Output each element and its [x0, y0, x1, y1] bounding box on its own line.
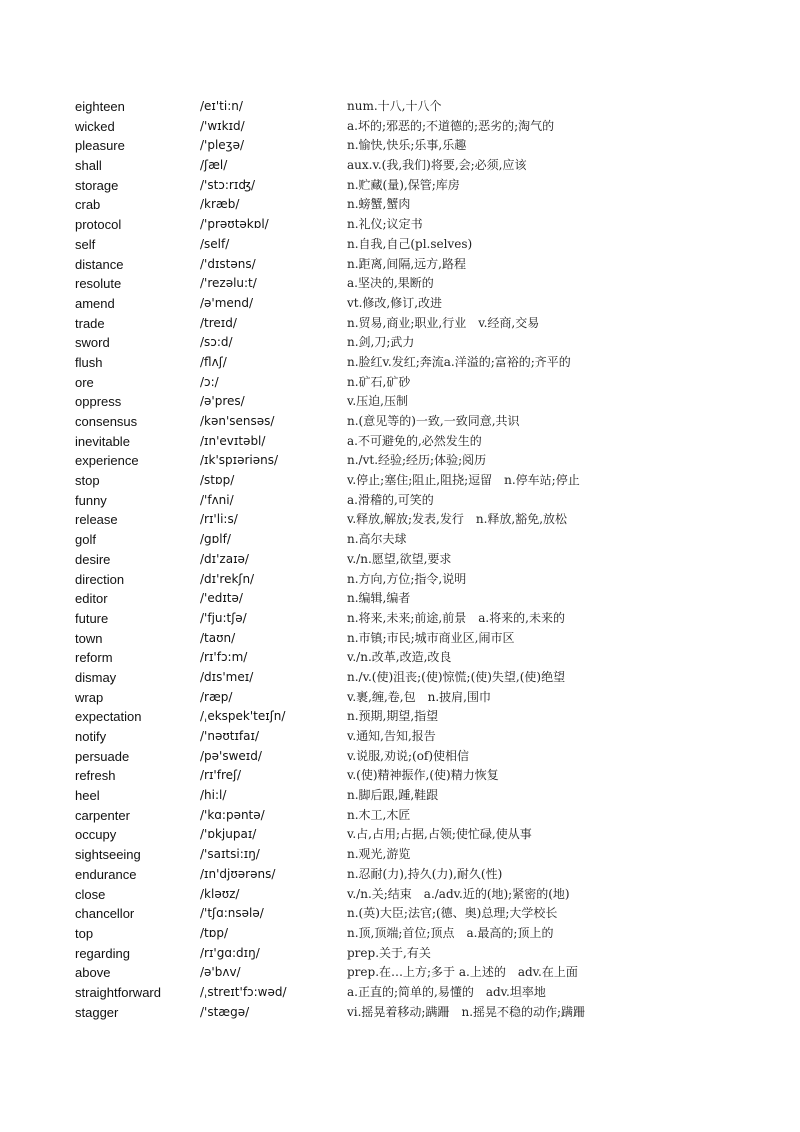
vocab-word: inevitable: [75, 433, 130, 449]
vocab-word: chancellor: [75, 906, 135, 922]
vocab-phonetic: /rɪ'fɔ:m/: [200, 650, 248, 665]
vocab-row: [75, 156, 775, 176]
vocab-word: wicked: [75, 118, 115, 134]
vocab-phonetic: /dɪ'rekʃn/: [200, 571, 255, 586]
vocab-word: distance: [75, 256, 124, 272]
vocab-phonetic: /stɒp/: [200, 473, 235, 488]
vocab-meaning: a.不可避免的,必然发生的: [347, 433, 482, 448]
vocab-meaning: n.方向,方位;指令,说明: [347, 571, 467, 586]
vocab-row: [75, 589, 775, 609]
vocab-row: [75, 392, 775, 412]
vocab-row: [75, 117, 775, 137]
vocab-phonetic: /ə'pres/: [200, 394, 245, 409]
vocab-meaning: n.编辑,编者: [347, 591, 411, 606]
vocab-phonetic: /dɪs'meɪ/: [200, 669, 254, 684]
vocab-word: carpenter: [75, 807, 130, 823]
vocab-meaning: a.正直的;简单的,易懂的 adv.坦率地: [347, 984, 546, 999]
vocab-word: trade: [75, 315, 105, 331]
vocab-row: [75, 629, 775, 649]
vocab-phonetic: /ɪn'evɪtəbl/: [200, 433, 266, 448]
vocab-word: crab: [75, 197, 101, 213]
vocab-phonetic: /sɔ:d/: [200, 335, 233, 350]
vocab-meaning: n./vt.经验;经历;体验;阅历: [347, 453, 487, 468]
vocab-row: [75, 570, 775, 590]
vocab-meaning: n.自我,自己(pl.selves): [347, 236, 473, 251]
vocab-phonetic: /eɪ'ti:n/: [200, 99, 243, 113]
vocab-phonetic: /ˌstreɪt'fɔ:wəd/: [200, 984, 287, 999]
vocab-word: reform: [75, 650, 113, 666]
vocab-meaning: num.十八,十八个: [347, 99, 442, 113]
vocab-word: ore: [75, 374, 94, 390]
vocab-meaning: n.市镇;市民;城市商业区,闹市区: [347, 630, 515, 645]
vocab-meaning: n.礼仪;议定书: [347, 217, 423, 232]
vocab-row: [75, 333, 775, 353]
vocab-row: [75, 766, 775, 786]
vocab-meaning: v.释放,解放;发表,发行 n.释放,豁免,放松: [347, 512, 568, 527]
vocab-meaning: v.停止;塞住;阻止,阻挠;逗留 n.停车站;停止: [347, 473, 580, 488]
vocab-row: [75, 314, 775, 334]
vocab-row: [75, 255, 775, 275]
vocab-row: [75, 491, 775, 511]
vocab-phonetic: /flʌʃ/: [200, 354, 227, 369]
vocab-word: regarding: [75, 945, 130, 961]
vocab-word: expectation: [75, 709, 142, 725]
vocab-meaning: vt.修改,修订,改进: [347, 295, 443, 310]
vocab-row: [75, 136, 775, 156]
vocab-meaning: n.观光,游览: [347, 847, 411, 862]
vocab-word: heel: [75, 788, 100, 804]
vocab-word: eighteen: [75, 99, 125, 114]
vocab-phonetic: /tɒp/: [200, 925, 229, 940]
vocab-meaning: v.通知,告知,报告: [347, 729, 436, 743]
vocab-word: dismay: [75, 669, 117, 685]
vocab-phonetic: /ˌekspek'teɪʃn/: [200, 709, 286, 724]
vocab-phonetic: /rɪ'freʃ/: [200, 768, 242, 783]
vocab-word: occupy: [75, 827, 117, 843]
vocab-row: [75, 688, 775, 708]
vocab-word: top: [75, 925, 94, 941]
vocab-row: [75, 294, 775, 314]
vocab-phonetic: /'prəʊtəkɒl/: [200, 217, 269, 232]
vocab-row: [75, 609, 775, 629]
vocab-row: [75, 924, 775, 944]
vocab-phonetic: /'fʌni/: [200, 492, 234, 507]
vocab-phonetic: /ɪk'spɪəriəns/: [200, 453, 279, 468]
vocab-phonetic: /hi:l/: [200, 788, 227, 803]
vocab-row: [75, 530, 775, 550]
vocab-phonetic: /rɪ'li:s/: [200, 512, 238, 527]
vocab-meaning: v.说服,劝说;(of)使相信: [347, 748, 470, 763]
vocab-phonetic: /'saɪtsi:ɪŋ/: [200, 847, 260, 862]
vocab-row: [75, 786, 775, 806]
vocab-row: [75, 963, 775, 983]
vocab-row: [75, 432, 775, 452]
vocab-row: [75, 215, 775, 235]
vocab-meaning: prep.在…上方;多于 a.上述的 adv.在上面: [347, 965, 578, 980]
vocab-row: [75, 274, 775, 294]
vocab-word: future: [75, 610, 109, 626]
vocab-row: [75, 727, 775, 747]
vocab-row: [75, 865, 775, 885]
vocab-meaning: v.占,占用;占据,占领;使忙碌,使从事: [347, 827, 532, 842]
vocab-meaning: n./v.(使)沮丧;(使)惊慌;(使)失望,(使)绝望: [347, 669, 566, 684]
vocab-word: endurance: [75, 866, 137, 882]
vocab-word: funny: [75, 492, 107, 508]
vocab-phonetic: /'edɪtə/: [200, 591, 243, 606]
vocab-word: stagger: [75, 1004, 119, 1020]
vocab-phonetic: /ə'bʌv/: [200, 965, 241, 980]
vocab-row: [75, 97, 775, 117]
vocab-meaning: n.矿石,矿砂: [347, 374, 411, 389]
vocab-phonetic: /ə'mend/: [200, 295, 254, 310]
vocab-phonetic: /kræb/: [200, 197, 240, 212]
vocab-meaning: n.木工,木匠: [347, 807, 411, 822]
vocab-meaning: n.距离,间隔,远方,路程: [347, 256, 466, 271]
vocab-row: [75, 195, 775, 215]
vocab-meaning: a.坚决的,果断的: [347, 276, 434, 291]
vocab-word: flush: [75, 354, 103, 370]
vocab-meaning: n.(英)大臣;法官;(德、奥)总理;大学校长: [347, 906, 558, 921]
vocab-word: desire: [75, 551, 111, 567]
vocab-phonetic: /gɒlf/: [200, 532, 231, 547]
vocab-phonetic: /taʊn/: [200, 630, 236, 645]
vocab-word: consensus: [75, 414, 138, 429]
vocab-meaning: v./n.改革,改造,改良: [347, 650, 452, 665]
vocab-word: straightforward: [75, 984, 161, 1000]
vocab-word: direction: [75, 571, 125, 587]
vocab-meaning: n.螃蟹,蟹肉: [347, 197, 411, 212]
vocab-word: amend: [75, 295, 115, 311]
vocab-meaning: n.(意见等的)一致,一致同意,共识: [347, 414, 520, 428]
vocab-phonetic: /kən'sensəs/: [200, 414, 275, 428]
vocab-meaning: prep.关于,有关: [347, 945, 431, 960]
vocab-meaning: v./n.愿望,欲望,要求: [347, 551, 452, 566]
vocab-meaning: n.贮藏(量),保管;库房: [347, 177, 460, 192]
vocab-meaning: v./n.关;结束 a./adv.近的(地);紧密的(地): [347, 886, 570, 901]
vocab-word: golf: [75, 532, 96, 548]
vocab-meaning: v.(使)精神振作,(使)精力恢复: [347, 768, 499, 783]
vocab-word: sightseeing: [75, 847, 141, 863]
vocab-phonetic: /'rezəlu:t/: [200, 276, 257, 291]
vocab-word: notify: [75, 729, 107, 744]
vocab-row: [75, 235, 775, 255]
vocab-phonetic: /pə'sweɪd/: [200, 748, 262, 763]
vocab-meaning: n.脚后跟,踵,鞋跟: [347, 788, 439, 803]
vocab-row: [75, 825, 775, 845]
vocab-phonetic: /'fju:tʃə/: [200, 610, 247, 625]
vocab-meaning: v.压迫,压制: [347, 394, 408, 409]
vocab-row: [75, 353, 775, 373]
vocab-phonetic: /'kɑ:pəntə/: [200, 807, 265, 822]
vocab-row: [75, 510, 775, 530]
vocab-meaning: n.高尔夫球: [347, 532, 407, 547]
vocab-row: [75, 885, 775, 905]
vocab-row: [75, 983, 775, 1003]
vocab-row: [75, 668, 775, 688]
vocab-meaning: v.裹,缠,卷,包 n.披肩,围巾: [347, 689, 491, 704]
vocabulary-list: [75, 97, 775, 1022]
vocab-row: [75, 944, 775, 964]
vocab-row: [75, 451, 775, 471]
vocab-word: protocol: [75, 217, 122, 233]
vocab-row: [75, 471, 775, 491]
vocab-word: pleasure: [75, 138, 125, 154]
vocab-meaning: n.愉快,快乐;乐事,乐趣: [347, 138, 467, 153]
vocab-phonetic: /'wɪkɪd/: [200, 118, 245, 133]
vocab-meaning: n.将来,未来;前途,前景 a.将来的,未来的: [347, 610, 565, 625]
vocab-phonetic: /ʃæl/: [200, 158, 228, 173]
vocab-row: [75, 707, 775, 727]
vocab-word: storage: [75, 177, 119, 193]
vocab-row: [75, 550, 775, 570]
vocab-word: resolute: [75, 276, 122, 292]
vocab-meaning: n.贸易,商业;职业,行业 v.经商,交易: [347, 315, 540, 330]
vocab-word: experience: [75, 453, 139, 469]
vocab-word: shall: [75, 158, 102, 174]
vocab-word: release: [75, 512, 118, 528]
vocab-word: oppress: [75, 394, 122, 410]
vocab-phonetic: /treɪd/: [200, 315, 237, 330]
vocab-word: persuade: [75, 748, 130, 764]
vocab-phonetic: /dɪ'zaɪə/: [200, 551, 249, 566]
vocab-word: close: [75, 886, 106, 902]
vocab-phonetic: /self/: [200, 236, 230, 251]
vocab-phonetic: /'dɪstəns/: [200, 256, 256, 271]
vocab-row: [75, 806, 775, 826]
vocab-phonetic: /kləʊz/: [200, 886, 240, 901]
vocab-phonetic: /'tʃɑ:nsələ/: [200, 906, 264, 921]
vocab-row: [75, 1003, 775, 1023]
vocab-word: above: [75, 965, 111, 981]
vocab-phonetic: /'nəʊtɪfaɪ/: [200, 729, 259, 743]
vocab-meaning: a.滑稽的,可笑的: [347, 492, 434, 507]
vocab-phonetic: /'stægə/: [200, 1004, 250, 1019]
vocab-row: [75, 373, 775, 393]
vocab-word: stop: [75, 473, 100, 489]
vocab-phonetic: /ræp/: [200, 689, 233, 704]
vocab-row: [75, 845, 775, 865]
vocab-row: [75, 747, 775, 767]
vocab-phonetic: /ɪn'djʊərəns/: [200, 866, 276, 881]
vocab-meaning: a.坏的;邪恶的;不道德的;恶劣的;淘气的: [347, 118, 555, 133]
vocab-meaning: n.预期,期望,指望: [347, 709, 439, 724]
vocab-word: sword: [75, 335, 110, 351]
vocab-row: [75, 648, 775, 668]
vocab-word: self: [75, 236, 96, 252]
vocab-row: [75, 412, 775, 432]
vocab-phonetic: /'ɒkjupaɪ/: [200, 827, 257, 842]
vocab-word: town: [75, 630, 103, 646]
vocab-word: editor: [75, 591, 108, 607]
vocab-row: [75, 176, 775, 196]
vocab-meaning: aux.v.(我,我们)将要,会;必须,应该: [347, 158, 527, 173]
vocab-meaning: vi.摇晃着移动;蹒跚 n.摇晃不稳的动作;蹒跚: [347, 1004, 586, 1019]
vocab-row: [75, 904, 775, 924]
vocab-word: refresh: [75, 768, 116, 784]
vocab-meaning: n.剑,刀;武力: [347, 335, 415, 350]
vocab-phonetic: /'pleʒə/: [200, 138, 245, 153]
vocab-phonetic: /rɪ'gɑ:dɪŋ/: [200, 945, 260, 960]
vocab-meaning: n.顶,顶端;首位;顶点 a.最高的;顶上的: [347, 925, 554, 940]
vocab-word: wrap: [75, 689, 104, 705]
vocab-meaning: n.脸红v.发红;奔流a.洋溢的;富裕的;齐平的: [347, 354, 571, 369]
vocab-meaning: n.忍耐(力),持久(力),耐久(性): [347, 866, 503, 881]
vocab-phonetic: /'stɔ:rɪʤ/: [200, 177, 256, 192]
vocab-phonetic: /ɔ:/: [200, 374, 219, 389]
